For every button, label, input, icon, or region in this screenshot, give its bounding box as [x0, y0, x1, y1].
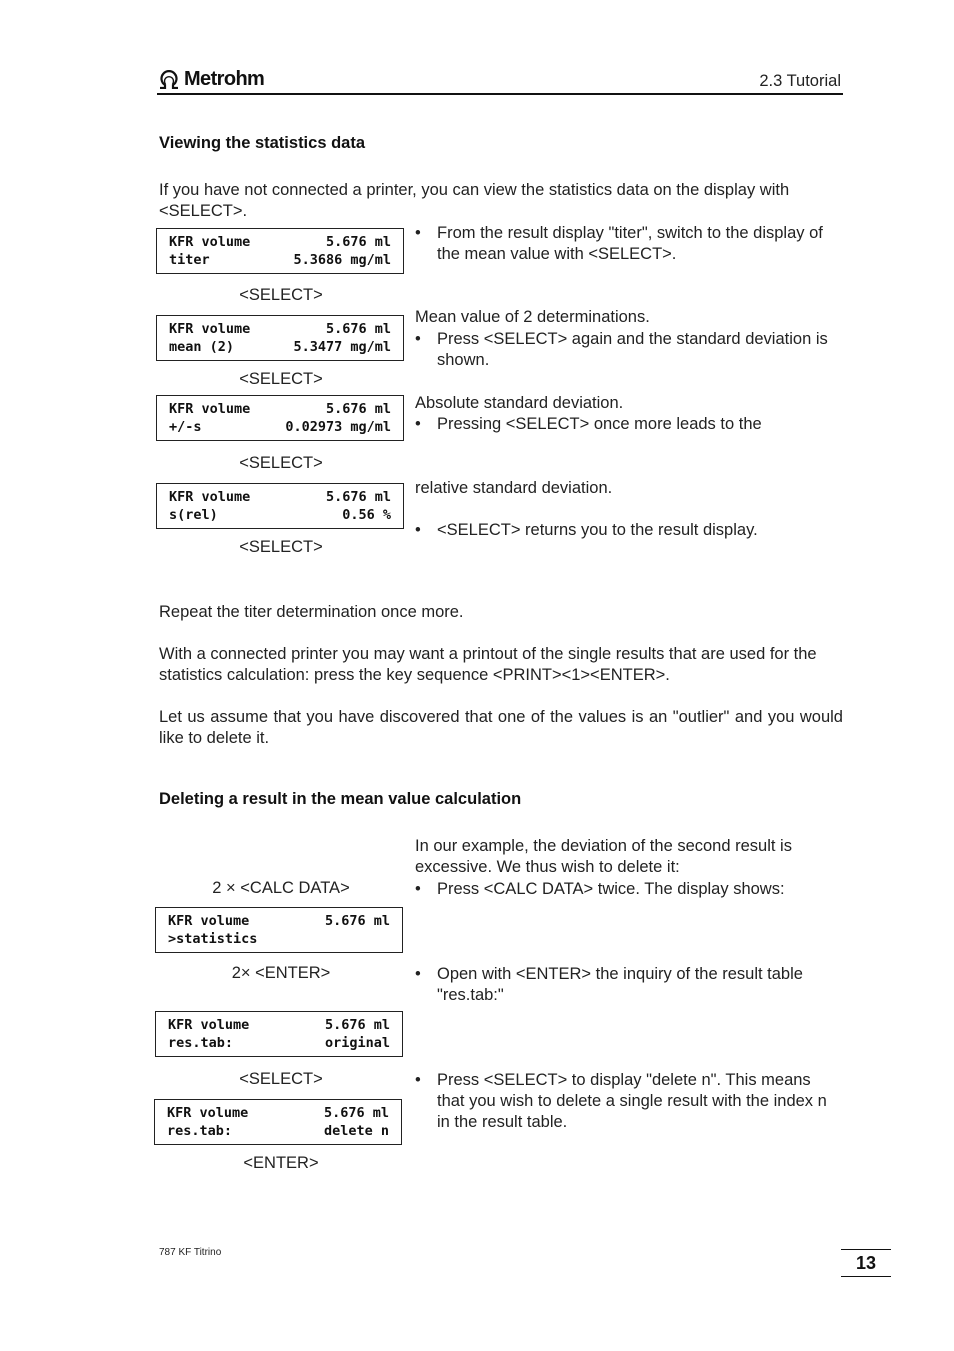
lcd-line2-left: mean (2) — [169, 338, 235, 355]
section-heading-deleting-result: Deleting a result in the mean value calculation — [159, 790, 522, 808]
lcd-line1-left: KFR volume — [169, 234, 251, 250]
lcd-line2-left: titer — [169, 251, 210, 268]
paragraph: With a connected printer you may want a printout of the single results that are used for the statistics calculation: press the key sequence <PRINT><1><ENTER>. — [159, 645, 817, 684]
bullet-icon: • — [415, 1071, 421, 1089]
lcd-line1-right: 5.676 ml — [325, 489, 391, 505]
lcd-line1-right: 5.676 ml — [324, 913, 390, 929]
lcd-line1-left: KFR volume — [169, 489, 251, 505]
bullet-icon: • — [415, 880, 421, 898]
lcd-line2-left: +/-s — [169, 418, 202, 435]
lcd-display-rel-std-dev — [156, 483, 404, 529]
lcd-line1-left: KFR volume — [168, 1017, 250, 1033]
note-bullet: • Press <SELECT> again and the standard deviation is shown. — [415, 330, 828, 369]
note-text: relative standard deviation. — [415, 479, 613, 497]
lcd-line2-left: s(rel) — [169, 506, 218, 523]
note-bullet: • <SELECT> returns you to the result display. — [415, 521, 758, 539]
lcd-line2-right: 0.56 % — [342, 506, 391, 523]
paragraph: Repeat the titer determination once more. — [159, 603, 464, 621]
lcd-line1-right: 5.676 ml — [325, 234, 391, 250]
key-label: <SELECT> — [239, 286, 323, 304]
bullet-icon: • — [415, 224, 421, 242]
key-label: <SELECT> — [239, 538, 323, 556]
footer-model-name: 787 KF Titrino — [159, 1247, 222, 1258]
bullet-icon: • — [415, 415, 421, 433]
lcd-line1-right: 5.676 ml — [323, 1105, 389, 1121]
lcd-line1-left: KFR volume — [168, 913, 250, 929]
note-bullet: • From the result display "titer", switch to the display of the mean value with <SELECT>. — [415, 224, 823, 263]
metrohm-omega-icon — [158, 69, 180, 89]
lcd-line1-left: KFR volume — [167, 1105, 249, 1121]
key-label: 2× <ENTER> — [231, 964, 331, 982]
note-text: Mean value of 2 determinations. — [415, 308, 650, 326]
lcd-display-res-tab-delete — [154, 1099, 402, 1145]
lcd-line2-right: 5.3686 mg/ml — [293, 251, 391, 268]
section-intro: In our example, the deviation of the second result is excessive. We thus wish to delete it: — [415, 837, 792, 876]
lcd-display-statistics — [155, 907, 403, 953]
metrohm-logo — [158, 67, 264, 91]
lcd-display-titer — [156, 228, 404, 274]
lcd-display-res-tab-original — [155, 1011, 403, 1057]
note-bullet: • Open with <ENTER> the inquiry of the result table "res.tab:" — [415, 965, 803, 1004]
lcd-line2-right: original — [324, 1034, 390, 1051]
bullet-icon: • — [415, 965, 421, 983]
lcd-line2-right: 5.3477 mg/ml — [293, 338, 391, 355]
key-label: <SELECT> — [239, 1070, 323, 1088]
lcd-line2-right: 0.02973 mg/ml — [285, 418, 391, 435]
section-reference: 2.3 Tutorial — [759, 72, 841, 90]
note-bullet: • Pressing <SELECT> once more leads to the — [415, 415, 762, 433]
brand-name: Metrohm — [184, 67, 265, 90]
bullet-icon: • — [415, 330, 421, 348]
paragraph: Let us assume that you have discovered that one of the values is an "outlier" and you would like to delete it. — [159, 708, 843, 747]
lcd-line1-left: KFR volume — [169, 401, 251, 417]
section-heading-viewing-statistics: Viewing the statistics data — [159, 134, 366, 152]
lcd-display-mean — [156, 315, 404, 361]
key-label: <ENTER> — [243, 1154, 319, 1172]
lcd-line2-left: res.tab: — [167, 1122, 233, 1139]
key-label: <SELECT> — [239, 454, 323, 472]
lcd-line1-left: KFR volume — [169, 321, 251, 337]
lcd-line1-right: 5.676 ml — [324, 1017, 390, 1033]
key-label: 2 × <CALC DATA> — [212, 879, 350, 897]
note-bullet: • Press <CALC DATA> twice. The display shows: — [415, 880, 785, 898]
lcd-line2-left: >statistics — [168, 930, 258, 947]
lcd-line1-right: 5.676 ml — [325, 321, 391, 337]
note-bullet: • Press <SELECT> to display "delete n". This means that you wish to delete a single result with the index n in the result table. — [415, 1071, 827, 1131]
lcd-line1-right: 5.676 ml — [325, 401, 391, 417]
page-number: 13 — [841, 1249, 891, 1277]
header-rule — [157, 93, 843, 95]
bullet-icon: • — [415, 521, 421, 539]
note-text: Absolute standard deviation. — [415, 394, 624, 412]
lcd-display-std-dev — [156, 395, 404, 441]
lcd-line2-right: delete n — [323, 1122, 389, 1139]
lcd-line2-left: res.tab: — [168, 1034, 234, 1051]
section-intro: If you have not connected a printer, you can view the statistics data on the display with <SELECT>. — [159, 181, 790, 220]
key-label: <SELECT> — [239, 370, 323, 388]
